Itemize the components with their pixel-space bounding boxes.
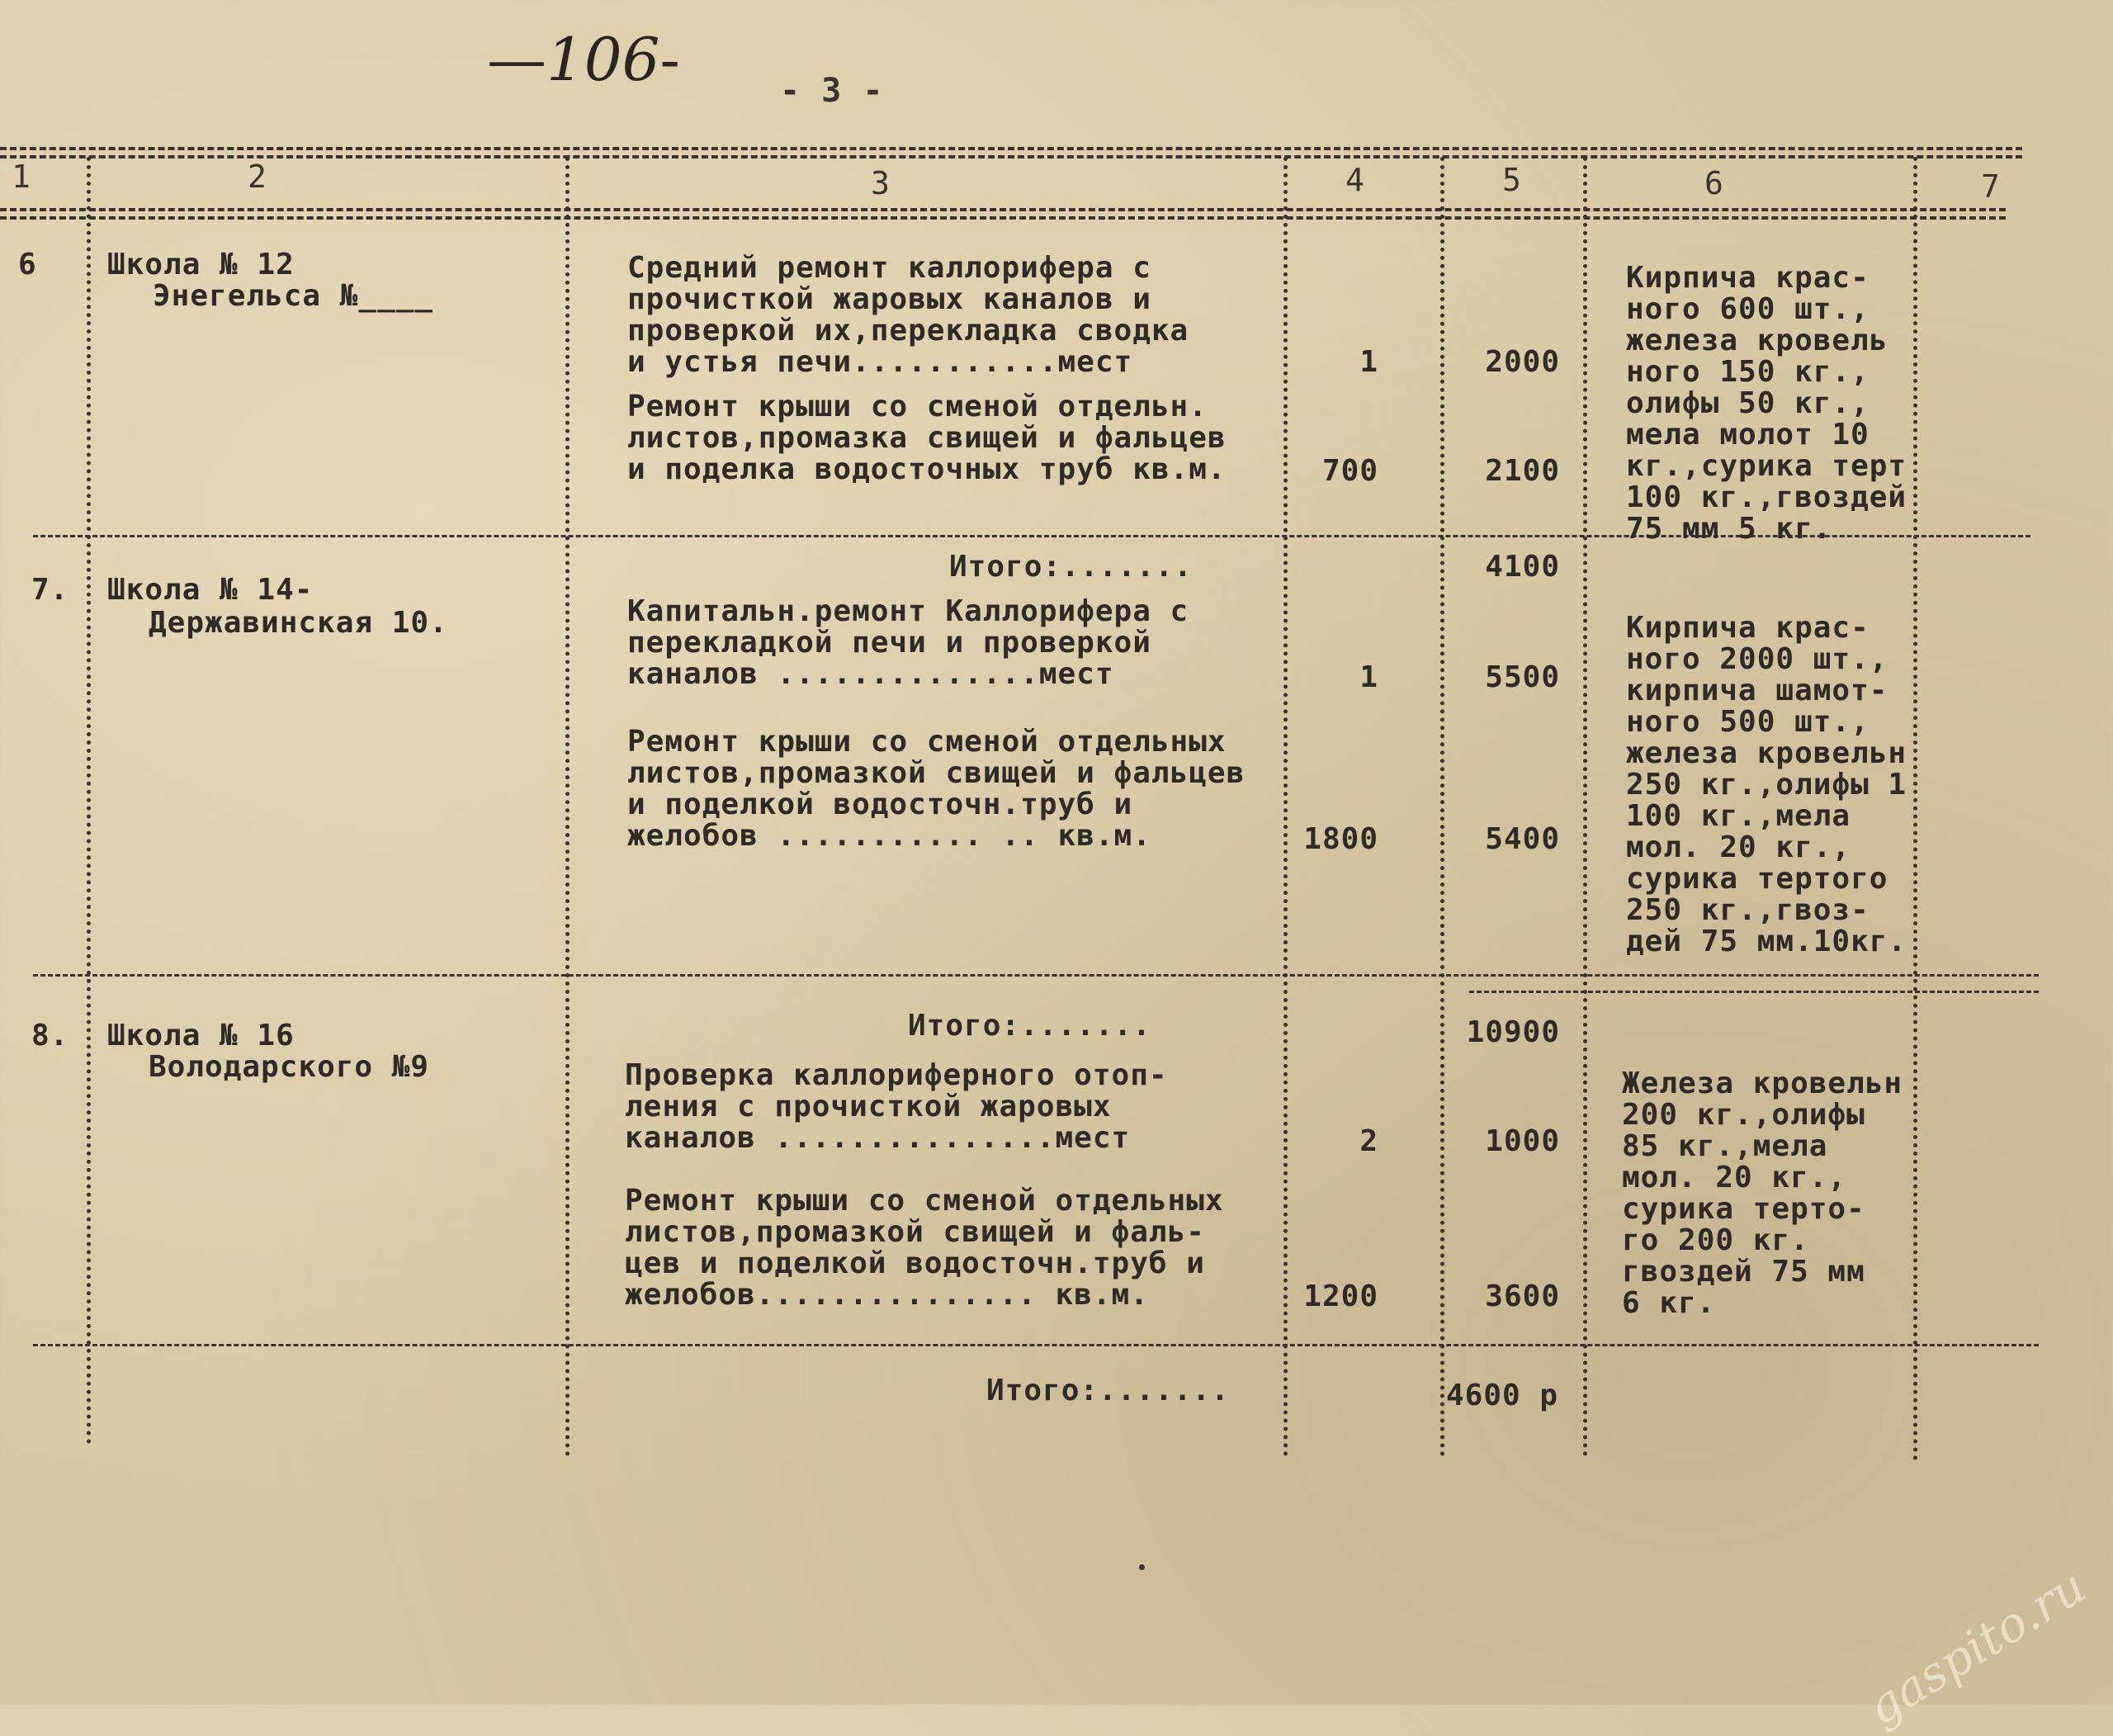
work-line: и поделка водосточных труб кв.м.: [627, 452, 1227, 486]
material-line: Кирпича крас-: [1626, 611, 1870, 645]
material-line: го 200 кг.: [1622, 1223, 1809, 1257]
material-line: гвоздей 75 мм: [1622, 1255, 1865, 1289]
work-cost: 5400: [1485, 822, 1560, 856]
school-name: Школа № 12: [107, 248, 295, 281]
material-line: 250 кг.,гвоз-: [1626, 893, 1870, 927]
material-line: 100 кг.,мела: [1626, 799, 1851, 833]
subtotal-label: Итого:.......: [908, 1009, 1151, 1043]
material-line: мол. 20 кг.,: [1626, 830, 1851, 864]
work-quantity: 700: [1321, 454, 1378, 488]
material-line: ного 500 шт.,: [1626, 705, 1870, 739]
material-line: Железа кровельн: [1622, 1067, 1903, 1100]
work-line: цев и поделкой водосточн.труб и: [625, 1246, 1205, 1280]
work-line: и устья печи...........мест: [627, 345, 1133, 379]
work-line: ления с прочисткой жаровых: [625, 1090, 1112, 1123]
material-line: железа кровель: [1626, 324, 1888, 357]
col-divider-2-3: [565, 157, 570, 1457]
work-line: листов,промазкой свищей и фаль-: [625, 1215, 1205, 1249]
page-number: - 3 -: [780, 72, 884, 110]
col-divider-3-4: [1283, 157, 1288, 1457]
watermark: gaspito.ru: [1857, 1558, 2096, 1736]
school-name: Школа № 14-: [107, 573, 314, 607]
material-line: 100 кг.,гвоздей: [1626, 480, 1907, 514]
work-cost: 5500: [1485, 660, 1560, 694]
header-top-rule-2: [0, 155, 2022, 158]
row-number: 8.: [31, 1019, 69, 1052]
col-header-1: 1: [12, 158, 31, 195]
material-line: сурика тертого: [1626, 862, 1888, 896]
material-line: дей 75 мм.10кг.: [1626, 925, 1907, 958]
material-line: олифы 50 кг.,: [1626, 386, 1870, 420]
col-header-4: 4: [1345, 162, 1365, 198]
work-line: Ремонт крыши со сменой отдельных: [625, 1184, 1224, 1218]
material-line: мела молот 10: [1626, 418, 1870, 452]
material-line: 6 кг.: [1622, 1286, 1716, 1320]
subtotal-label: Итого:.......: [949, 550, 1193, 584]
material-line: ного 150 кг.,: [1626, 355, 1870, 389]
work-line: Капитальн.ремонт Каллорифера с: [627, 594, 1189, 628]
work-cost: 2100: [1485, 454, 1560, 488]
row-number: 6: [18, 248, 37, 281]
header-bottom-rule: [0, 208, 2006, 211]
work-line: желобов ........... .. кв.м.: [627, 819, 1151, 853]
col-header-3: 3: [871, 165, 891, 201]
work-line: каналов ...............мест: [625, 1121, 1131, 1155]
work-line: прочисткой жаровых каналов и: [627, 282, 1151, 316]
row-divider-3: [33, 1344, 2039, 1346]
col-divider-1-2: [87, 157, 91, 1445]
row-divider-2: [33, 974, 2039, 977]
work-quantity: 1200: [1303, 1280, 1378, 1313]
school-address: Державинская 10.: [149, 606, 448, 640]
col-header-5: 5: [1502, 162, 1522, 198]
subtotal-value: 4600 р: [1446, 1379, 1559, 1412]
material-line: кирпича шамот-: [1626, 674, 1888, 707]
material-line: мол. 20 кг.,: [1622, 1161, 1847, 1194]
material-line: 200 кг.,олифы: [1622, 1098, 1865, 1132]
work-cost: 3600: [1485, 1280, 1560, 1313]
material-line: 75 мм 5 кг.: [1626, 512, 1832, 546]
school-address: Энегельса №____: [153, 279, 434, 313]
work-line: Ремонт крыши со сменой отдельн.: [627, 390, 1208, 423]
work-line: каналов ..............мест: [627, 657, 1114, 691]
col-divider-6-7: [1913, 157, 1917, 1461]
col-divider-4-5: [1440, 157, 1444, 1457]
work-quantity: 1: [1359, 345, 1378, 379]
school-name: Школа № 16: [107, 1019, 295, 1052]
work-line: и поделкой водосточн.труб и: [627, 788, 1133, 821]
work-line: листов,промазка свищей и фальцев: [627, 421, 1227, 455]
header-bottom-rule-2: [0, 216, 2006, 220]
col-header-6: 6: [1704, 165, 1724, 201]
material-line: ного 2000 шт.,: [1626, 642, 1888, 676]
ink-dot: [1139, 1564, 1145, 1570]
work-line: Ремонт крыши со сменой отдельных: [627, 725, 1227, 759]
work-cost: 1000: [1485, 1124, 1560, 1158]
col-header-2: 2: [248, 158, 267, 195]
school-address: Володарского №9: [149, 1050, 430, 1084]
work-cost: 2000: [1485, 345, 1560, 379]
col-divider-5-6: [1583, 157, 1587, 1457]
material-line: железа кровельн: [1626, 736, 1907, 770]
row-divider-2b: [1469, 991, 2039, 993]
work-line: Проверка каллориферного отоп-: [625, 1058, 1168, 1092]
subtotal-label: Итого:.......: [986, 1374, 1230, 1407]
material-line: сурика терто-: [1622, 1192, 1865, 1226]
subtotal-value: 4100: [1485, 550, 1560, 584]
material-line: 85 кг.,мела: [1622, 1129, 1828, 1163]
subtotal-value: 10900: [1466, 1015, 1560, 1049]
material-line: 250 кг.,олифы 1: [1626, 768, 1907, 802]
work-line: проверкой их,перекладка сводка: [627, 314, 1189, 348]
header-top-rule: [0, 147, 2022, 150]
col-header-7: 7: [1981, 168, 2001, 205]
work-quantity: 1: [1359, 660, 1378, 694]
work-line: листов,промазкой свищей и фальцев: [627, 756, 1246, 790]
row-number: 7.: [31, 573, 69, 607]
work-quantity: 1800: [1303, 822, 1378, 856]
work-line: желобов............... кв.м.: [625, 1278, 1149, 1312]
material-line: кг.,сурика терт: [1626, 449, 1907, 483]
material-line: Кирпича крас-: [1626, 261, 1870, 295]
handwritten-page-number: —106-: [487, 25, 680, 94]
work-line: перекладкой печи и проверкой: [627, 626, 1151, 660]
material-line: ного 600 шт.,: [1626, 292, 1870, 326]
work-line: Средний ремонт каллорифера с: [627, 251, 1151, 285]
work-quantity: 2: [1359, 1124, 1378, 1158]
